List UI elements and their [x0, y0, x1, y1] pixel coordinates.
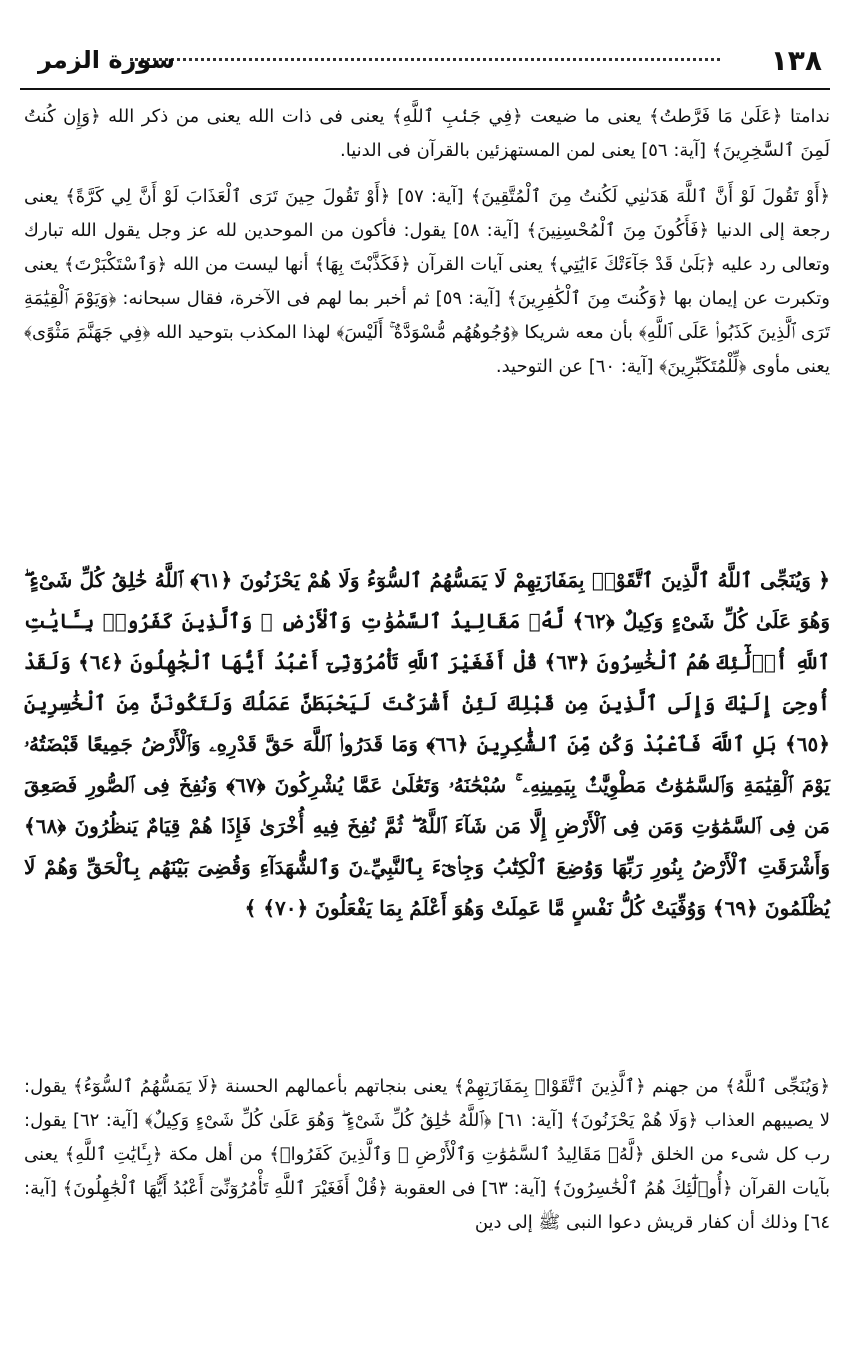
commentary-paragraph: ﴿وَيُنَجِّى ٱللَّهُ﴾ من جهنم ﴿ٱلَّذِينَ ٱتَّقَوْا۟ بِمَفَازَتِهِمْ﴾ يعنى بنجاتهم بأعمالهم الحسنة ﴿لَا يَمَسُّهُمُ ٱلسُّوٓءُ﴾ يقول: لا يصيبهم العذاب ﴿وَلَا هُمْ يَحْزَنُونَ﴾ [آية: ٦١] ﴿ٱللَّهُ خَٰلِقُ كُلِّ شَىْءٍ ۖ وَهُوَ عَلَىٰ كُلِّ شَىْءٍ وَكِيلٌ﴾ [آية: ٦٢] يقول: رب كل شىء من الخلق ﴿لَّهُۥ مَقَالِيدُ ٱلسَّمَٰوَٰتِ وَٱلْأَرْضِ ۗ وَٱلَّذِينَ كَفَرُوا۟﴾ من أهل مكة ﴿بِـَٔايَٰتِ ٱللَّهِ﴾ يعنى بآيات القرآن ﴿أُو۟لَٰٓئِكَ هُمُ ٱلْخَٰسِرُونَ﴾ [آية: ٦٣] فى العقوبة ﴿قُلْ أَفَغَيْرَ ٱللَّهِ تَأْمُرُوٓنِّىٓ أَعْبُدُ أَيُّهَا ٱلْجَٰهِلُونَ﴾ [آية: ٦٤] وذلك أن كفار قريش دعوا النبى ﷺ إلى دين: [24, 1076, 831, 1233]
page-number: ١٣٨: [770, 44, 822, 77]
commentary-paragraph: ﴿أَوْ تَقُولَ لَوْ أَنَّ ٱللَّهَ هَدَىٰنِي لَكُنتُ مِنَ ٱلْمُتَّقِينَ﴾ [آية: ٥٧] ﴿أَوْ تَقُولَ حِينَ تَرَى ٱلْعَذَابَ لَوْ أَنَّ لِي كَرَّةً﴾ يعنى رجعة إلى الدنيا ﴿فَأَكُونَ مِنَ ٱلْمُحْسِنِينَ﴾ [آية: ٥٨] يقول: فأكون من الموحدين لله عز وجل يقول الله تبارك وتعالى رد عليه ﴿بَلَىٰ قَدْ جَآءَتْكَ ءَايَٰتِي﴾ يعنى آيات القرآن ﴿فَكَذَّبْتَ بِهَا﴾ أنها ليست من الله ﴿وَٱسْتَكْبَرْتَ﴾ يعنى وتكبرت عن إيمان بها ﴿وَكُنتَ مِنَ ٱلْكَٰفِرِينَ﴾ [آية: ٥٩] ثم أخبر بما لهم فى الآخرة، فقال سبحانه: ﴿وَيَوْمَ ٱلْقِيَٰمَةِ تَرَى ٱلَّذِينَ كَذَبُوا۟ عَلَى ٱللَّهِ﴾ بأن معه شريكا ﴿وُجُوهُهُم مُّسْوَدَّةٌ ۚ أَلَيْسَ﴾ لهذا المكذب بتوحيد الله ﴿فِي جَهَنَّمَ مَثْوًى﴾ يعنى مأوى ﴿لِّلْمُتَكَبِّرِينَ﴾ [آية: ٦٠] عن التوحيد.: [24, 186, 830, 377]
surah-title: سورة الزمر: [38, 46, 175, 74]
quran-verses-text: ﴿ وَيُنَجِّى ٱللَّهُ ٱلَّذِينَ ٱتَّقَوْا۟ بِمَفَازَتِهِمْ لَا يَمَسُّهُمُ ٱلسُّوٓءُ وَلَا هُمْ يَحْزَنُونَ ﴿٦١﴾ ٱللَّهُ خَٰلِقُ كُلِّ شَىْءٍ ۖ وَهُوَ عَلَىٰ كُلِّ شَىْءٍ وَكِيلٌ ﴿٦٢﴾ لَّهُۥ مَقَالِيدُ ٱلسَّمَٰوَٰتِ وَٱلْأَرْضِ ۗ وَٱلَّذِينَ كَفَرُوا۟ بِـَٔايَٰتِ ٱللَّهِ أُو۟لَٰٓئِكَ هُمُ ٱلْخَٰسِرُونَ ﴿٦٣﴾ قُلْ أَفَغَيْرَ ٱللَّهِ تَأْمُرُوٓنِّىٓ أَعْبُدُ أَيُّهَا ٱلْجَٰهِلُونَ ﴿٦٤﴾ وَلَقَدْ أُوحِىَ إِلَيْكَ وَإِلَى ٱلَّذِينَ مِن قَبْلِكَ لَئِنْ أَشْرَكْتَ لَيَحْبَطَنَّ عَمَلُكَ وَلَتَكُونَنَّ مِنَ ٱلْخَٰسِرِينَ ﴿٦٥﴾ بَلِ ٱللَّهَ فَٱعْبُدْ وَكُن مِّنَ ٱلشَّٰكِرِينَ ﴿٦٦﴾ وَمَا قَدَرُوا۟ ٱللَّهَ حَقَّ قَدْرِهِۦ وَٱلْأَرْضُ جَمِيعًا قَبْضَتُهُۥ يَوْمَ ٱلْقِيَٰمَةِ وَٱلسَّمَٰوَٰتُ مَطْوِيَّٰتٌۢ بِيَمِينِهِۦ ۚ سُبْحَٰنَهُۥ وَتَعَٰلَىٰ عَمَّا يُشْرِكُونَ ﴿٦٧﴾ وَنُفِخَ فِى ٱلصُّورِ فَصَعِقَ مَن فِى ٱلسَّمَٰوَٰتِ وَمَن فِى ٱلْأَرْضِ إِلَّا مَن شَآءَ ٱللَّهُ ۖ ثُمَّ نُفِخَ فِيهِ أُخْرَىٰ فَإِذَا هُمْ قِيَامٌ يَنظُرُونَ ﴿٦٨﴾ وَأَشْرَقَتِ ٱلْأَرْضُ بِنُورِ رَبِّهَا وَوُضِعَ ٱلْكِتَٰبُ وَجِا۟ىٓءَ بِٱلنَّبِيِّۦنَ وَٱلشُّهَدَآءِ وَقُضِىَ بَيْنَهُم بِٱلْحَقِّ وَهُمْ لَا يُظْلَمُونَ ﴿٦٩﴾ وَوُفِّيَتْ كُلُّ نَفْسٍ مَّا عَمِلَتْ وَهُوَ أَعْلَمُ بِمَا يَفْعَلُونَ ﴿٧٠﴾ ﴾: [24, 568, 831, 920]
quran-verses-block: [24, 560, 830, 929]
page-header: [20, 44, 830, 90]
commentary-bottom: [24, 1070, 830, 1240]
commentary-paragraph: ندامتا ﴿عَلَىٰ مَا فَرَّطتُ﴾ يعنى ما ضيعت ﴿فِي جَنۢبِ ٱللَّهِ﴾ يعنى فى ذات الله يعنى من ذكر الله ﴿وَإِن كُنتُ لَمِنَ ٱلسَّٰخِرِينَ﴾ [آية: ٥٦] يعنى لمن المستهزئين بالقرآن فى الدنيا.: [24, 106, 830, 161]
header-dotted-rule: [130, 58, 720, 61]
commentary-top: [24, 100, 830, 384]
